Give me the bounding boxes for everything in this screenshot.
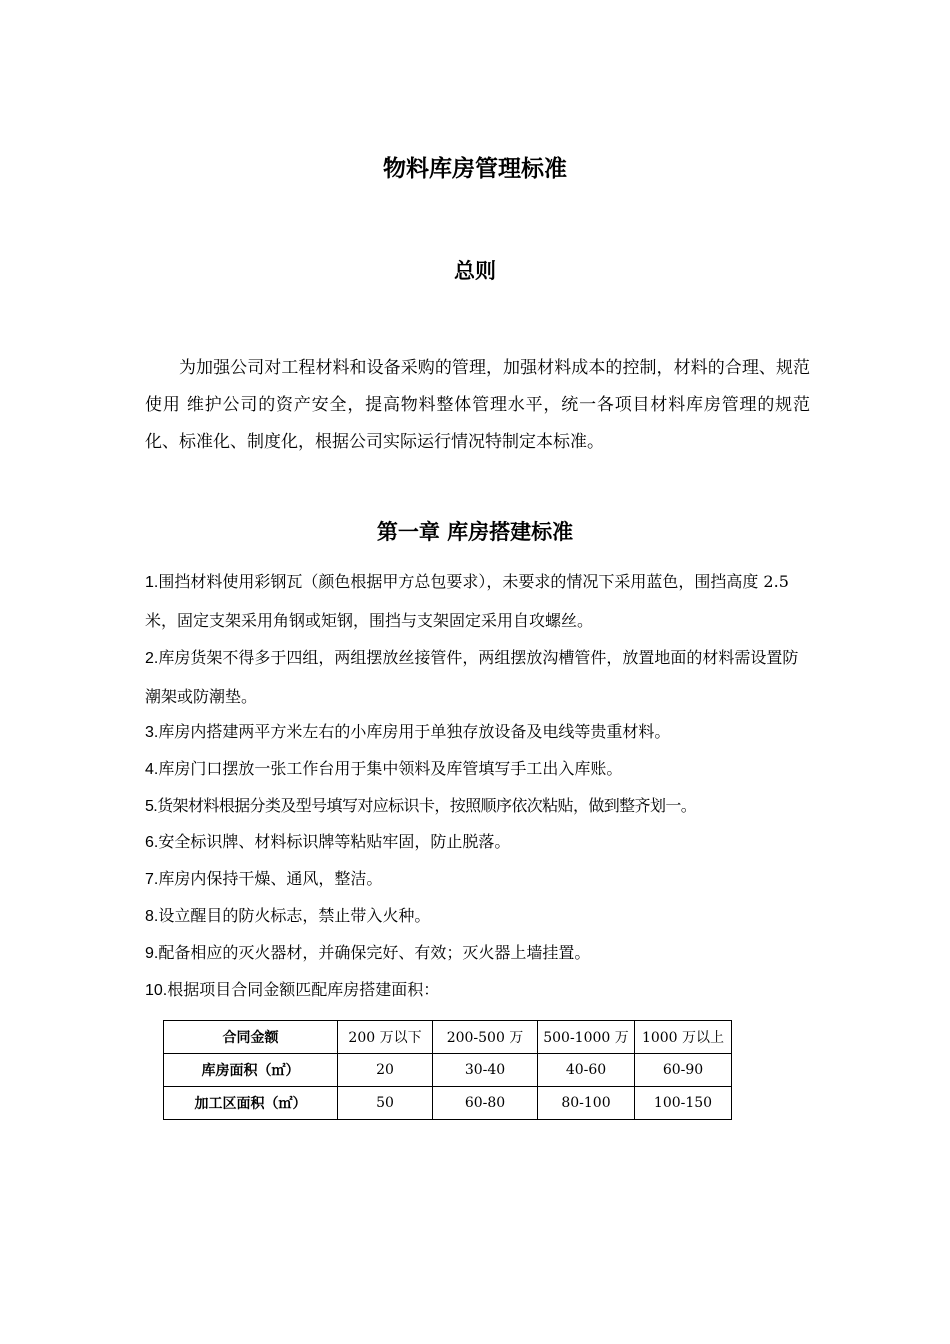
- item-text: 围挡材料使用彩钢瓦（颜色根据甲方总包要求），未要求的情况下采用蓝色，围挡高度 2.5 米，固定支架采用角钢或矩钢，围挡与支架固定采用自攻螺丝。: [145, 572, 789, 630]
- list-item: [145, 750, 810, 789]
- list-item: [145, 823, 810, 862]
- item-text: 库房内搭建两平方米左右的小库房用于单独存放设备及电线等贵重材料。: [158, 722, 671, 741]
- item-number: 4.: [145, 761, 159, 778]
- table-cell: 100-150: [635, 1087, 732, 1120]
- item-number: 10.: [145, 982, 168, 999]
- area-table: [163, 1020, 732, 1120]
- document-title: 物料库房管理标准: [383, 156, 567, 182]
- list-item: [145, 860, 810, 899]
- item-text: 安全标识牌、材料标识牌等粘贴牢固，防止脱落。: [158, 832, 511, 851]
- table-row: [164, 1054, 732, 1087]
- table-cell: 60-80: [433, 1087, 538, 1120]
- table-cell: 500-1000 万: [538, 1021, 635, 1054]
- table-cell: 60-90: [635, 1054, 732, 1087]
- list-item: [145, 971, 810, 1010]
- table-cell: 30-40: [433, 1054, 538, 1087]
- item-text: 库房内保持干燥、通风，整洁。: [158, 869, 383, 888]
- item-number: 7.: [145, 871, 159, 888]
- item-number: 1.: [145, 574, 159, 591]
- table-header-row: [164, 1021, 732, 1054]
- item-text: 配备相应的灭火器材，并确保完好、有效；灭火器上墙挂置。: [158, 943, 591, 962]
- item-text: 设立醒目的防火标志，禁止带入火种。: [158, 906, 431, 925]
- item-number: 9.: [145, 945, 159, 962]
- list-item: [145, 713, 810, 752]
- item-number: 3.: [145, 724, 159, 741]
- table-cell: 80-100: [538, 1087, 635, 1120]
- item-number: 2.: [145, 650, 159, 667]
- table-cell: 20: [338, 1054, 433, 1087]
- table-cell: 50: [338, 1087, 433, 1120]
- list-item: [145, 563, 810, 640]
- item-number: 5.: [145, 798, 158, 815]
- item-number: 6.: [145, 834, 159, 851]
- table-cell: 加工区面积（㎡）: [164, 1087, 338, 1120]
- table-cell: 合同金额: [164, 1021, 338, 1054]
- table-cell: 200-500 万: [433, 1021, 538, 1054]
- item-text: 库房门口摆放一张工作台用于集中领料及库管填写手工出入库账。: [158, 759, 623, 778]
- list-item: [145, 787, 810, 826]
- table-cell: 40-60: [538, 1054, 635, 1087]
- item-text: 根据项目合同金额匹配库房搭建面积：: [167, 980, 440, 999]
- table-row: [164, 1087, 732, 1120]
- list-item: [145, 897, 810, 936]
- intro-paragraph: 为加强公司对工程材料和设备采购的管理，加强材料成本的控制，材料的合理、规范使用 维护公司的资产安全，提高物料整体管理水平，统一各项目材料库房管理的规范化、标准化、制度化，根据公司实际运行情况特制定本标准。: [145, 358, 810, 452]
- table-cell: 200 万以下: [338, 1021, 433, 1054]
- item-text: 库房货架不得多于四组，两组摆放丝接管件，两组摆放沟槽管件，放置地面的材料需设置防潮架或防潮垫。: [145, 648, 799, 706]
- item-number: 8.: [145, 908, 159, 925]
- chapter-title: 第一章 库房搭建标准: [376, 520, 574, 544]
- item-text: 货架材料根据分类及型号填写对应标识卡，按照顺序依次粘贴，做到整齐划一。: [157, 796, 697, 815]
- list-item: [145, 934, 810, 973]
- section-title: 总则: [454, 259, 496, 283]
- list-item: [145, 639, 810, 716]
- table-cell: 1000 万以上: [635, 1021, 732, 1054]
- table-cell: 库房面积（㎡）: [164, 1054, 338, 1087]
